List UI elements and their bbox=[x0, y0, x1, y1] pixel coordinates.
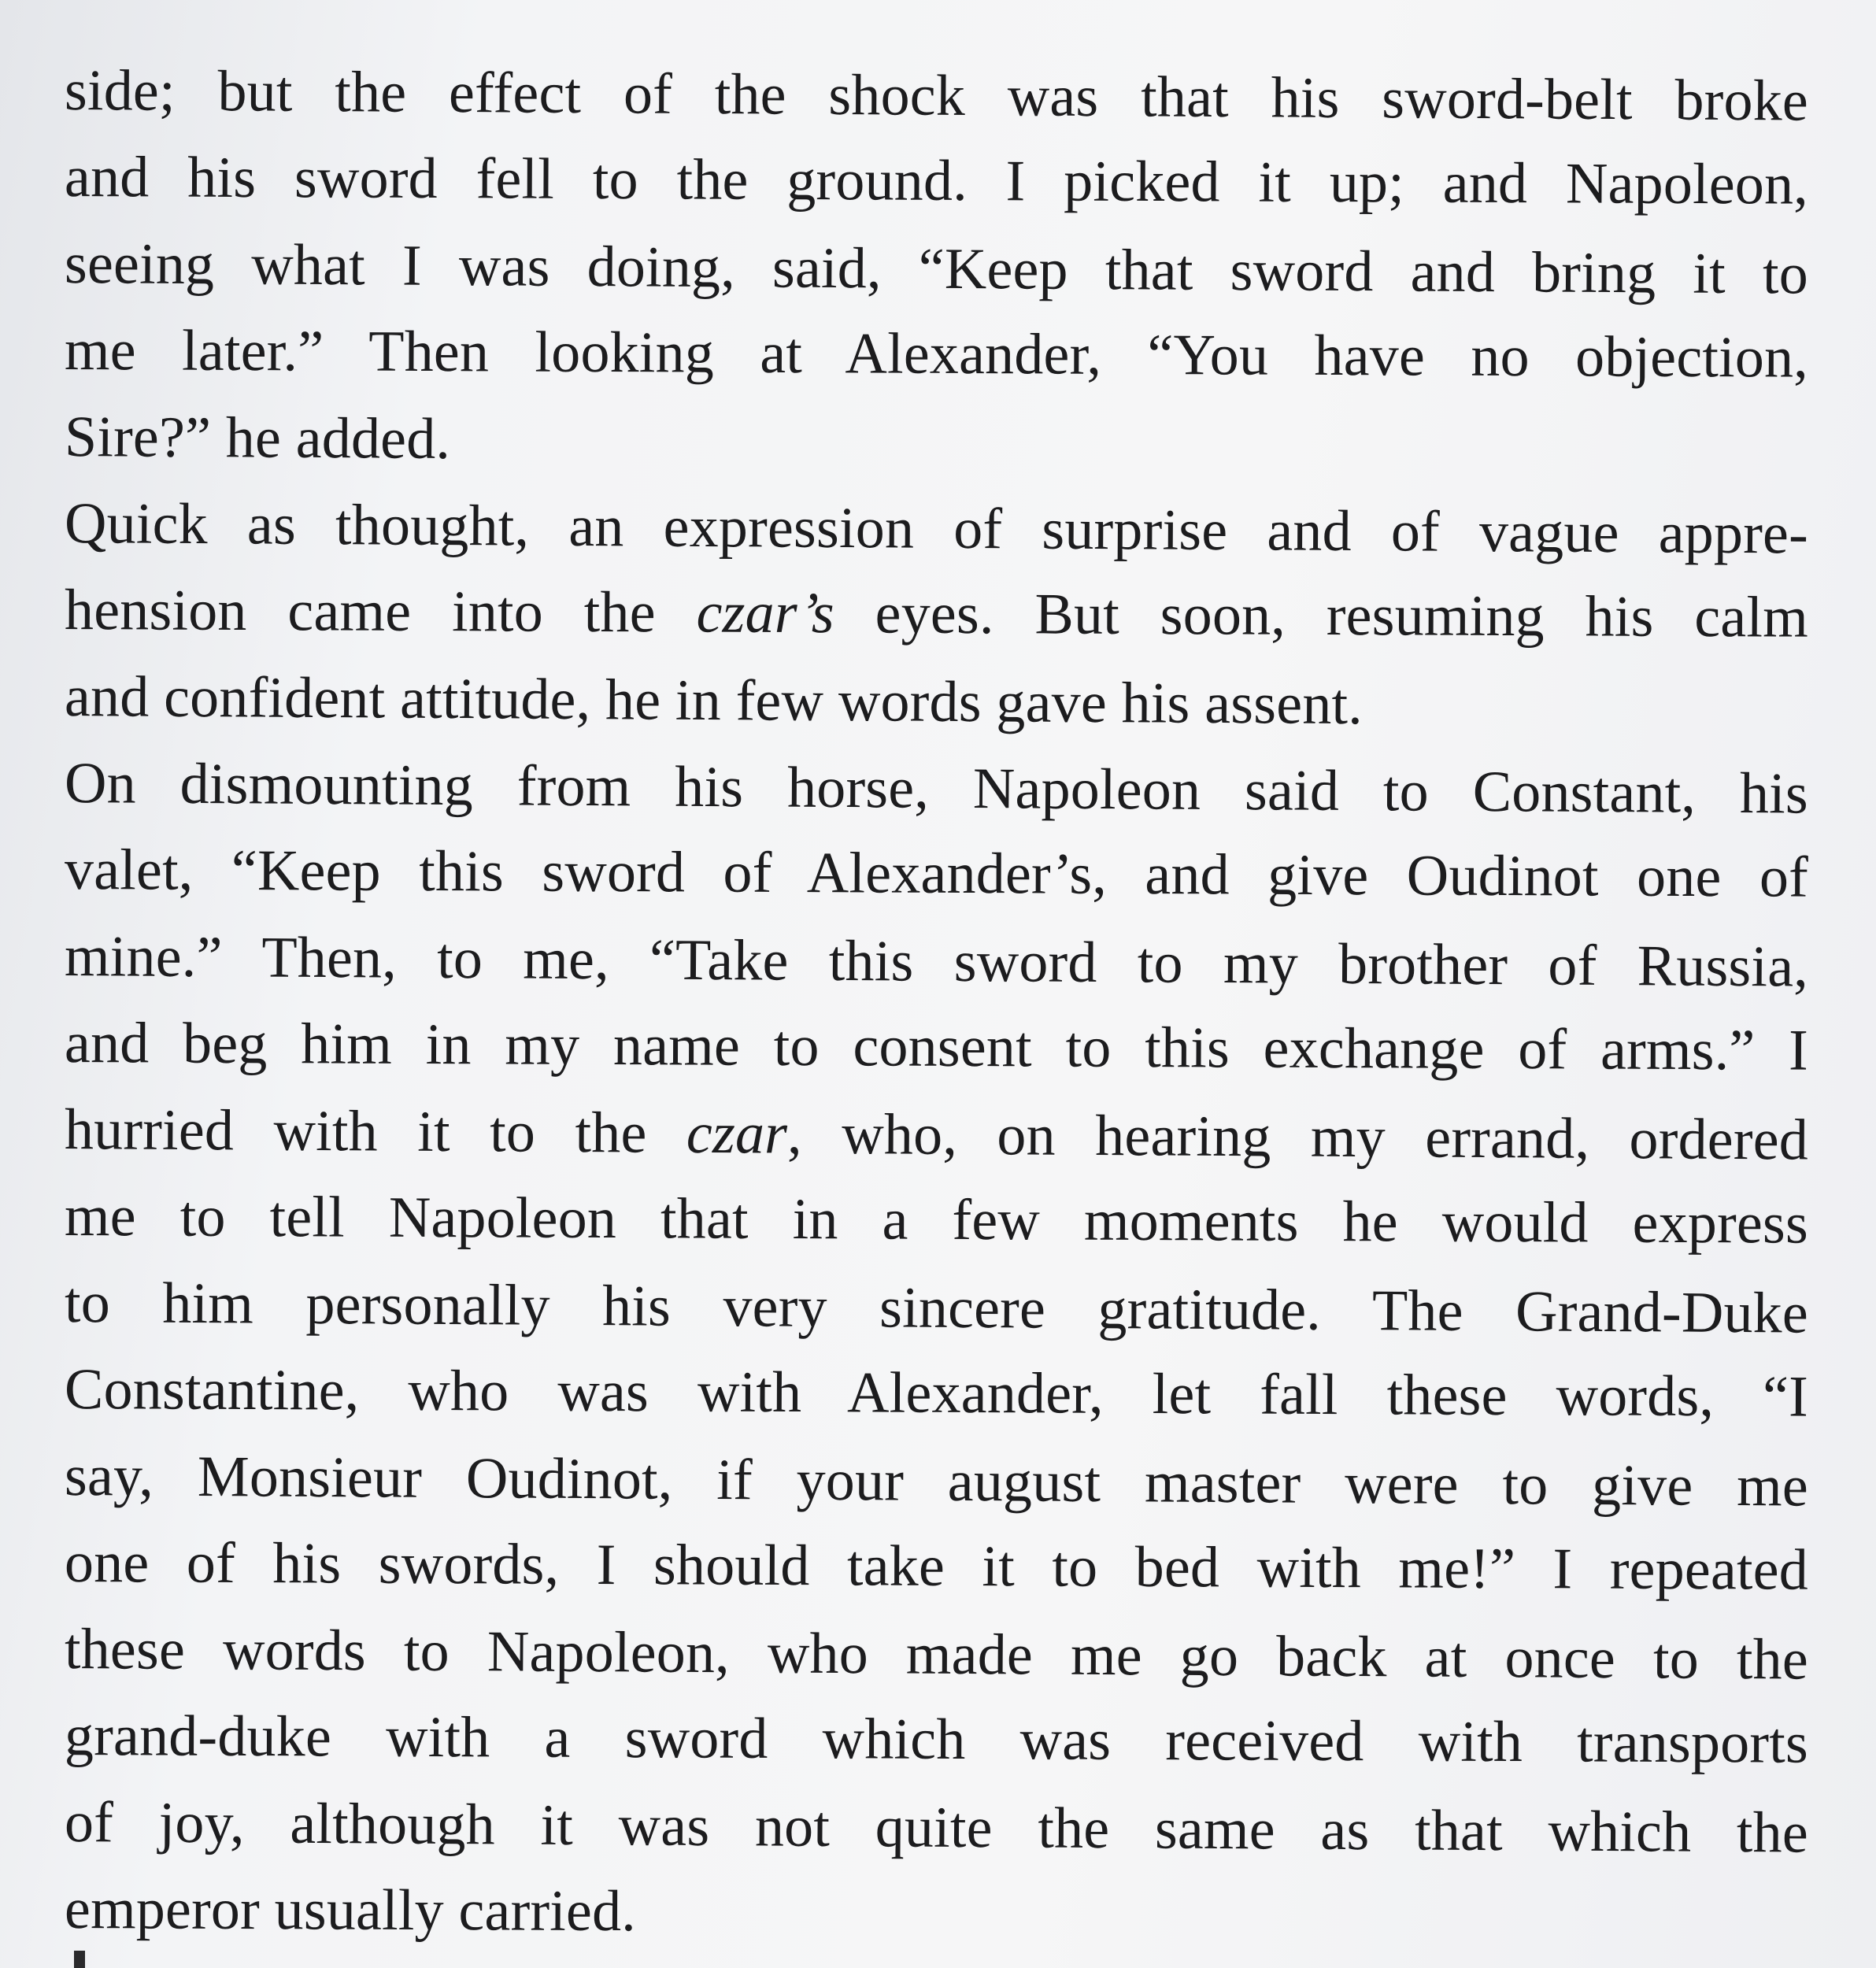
text-line: say, Monsieur Oudinot, if your august master were to give me bbox=[64, 1444, 1809, 1519]
text-line: and confident attitude, he in few words gave his assent. bbox=[64, 664, 1364, 738]
text-line: me to tell Napoleon that in a few moments he would express bbox=[64, 1184, 1809, 1256]
text-line: seeing what I was doing, said, “Keep that sword and bring it to bbox=[64, 231, 1809, 307]
text-line: side; but the effect of the shock was that his sword-belt broke bbox=[64, 58, 1809, 134]
cropped-next-line-fragment bbox=[65, 1951, 112, 1968]
text-line: valet, “Keep this sword of Alexander’s, and give Oudinot one of bbox=[64, 838, 1809, 910]
text-line: to him personally his very sincere gratitude. The Grand-Duke bbox=[64, 1271, 1809, 1346]
body-text bbox=[65, 47, 1808, 1952]
text-line: of joy, although it was not quite the same as that which the bbox=[64, 1790, 1809, 1866]
text-line: and his sword fell to the ground. I picked it up; and Napoleon, bbox=[64, 145, 1809, 217]
text-line: Sire?” he added. bbox=[64, 405, 451, 472]
text-line: grand-duke with a sword which was received with transports bbox=[64, 1704, 1809, 1776]
paragraph-3 bbox=[65, 740, 1808, 1952]
text-line: Constantine, who was with Alexander, let fall these words, “I bbox=[64, 1357, 1809, 1430]
text-line: me later.” Then looking at Alexander, “You have no objection, bbox=[64, 318, 1809, 390]
text-line: mine.” Then, to me, “Take this sword to my brother of Russia, bbox=[64, 924, 1809, 1000]
text-line: On dismounting from his horse, Napoleon said to Constant, his bbox=[64, 751, 1809, 827]
paragraph-2 bbox=[65, 480, 1808, 740]
text-line: Quick as thought, an expression of surprise and of vague appre- bbox=[64, 491, 1809, 567]
paragraph-1 bbox=[65, 47, 1808, 480]
text-line: these words to Napoleon, who made me go back at once to the bbox=[64, 1617, 1809, 1692]
text-line: hurried with it to the czar, who, on hearing my errand, ordered bbox=[64, 1097, 1809, 1173]
text-line: emperor usually carried. bbox=[64, 1877, 637, 1944]
text-line: and beg him in my name to consent to this exchange of arms.” I bbox=[64, 1011, 1809, 1083]
text-line: one of his swords, I should take it to bed with me!” I repeated bbox=[64, 1530, 1809, 1603]
text-line: hension came into the czar’s eyes. But soon, resuming his calm bbox=[64, 578, 1809, 650]
